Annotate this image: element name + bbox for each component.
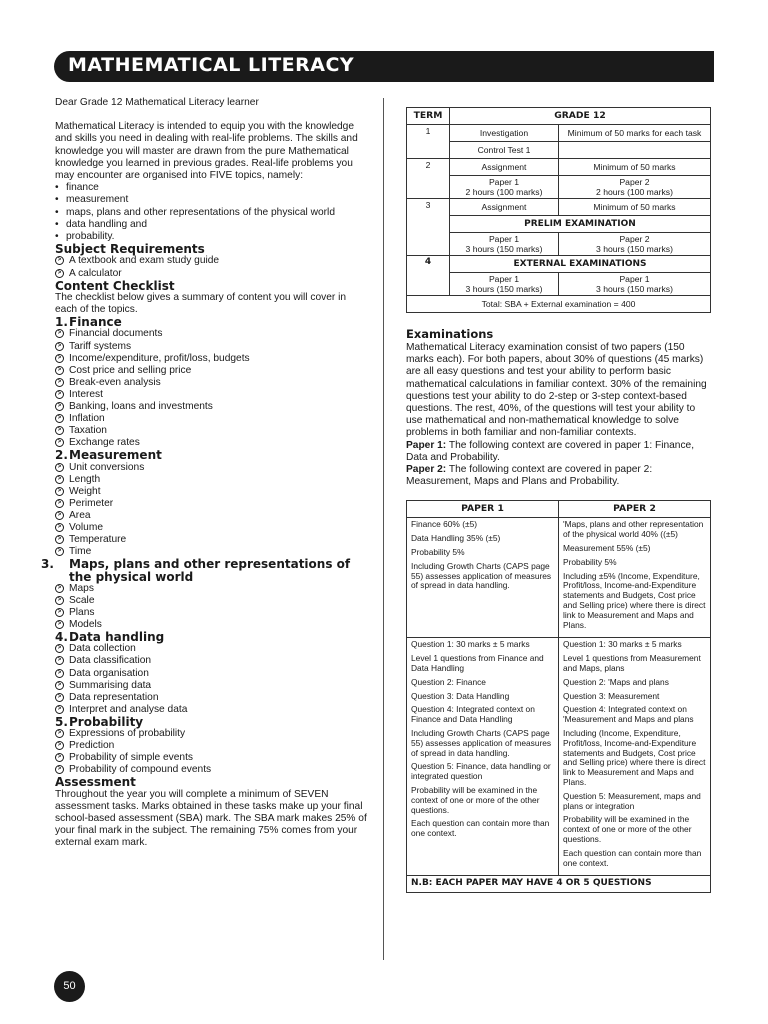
checklist-section-heading: 4.Data handling	[55, 630, 165, 645]
paper2-note: Paper 2: The following context are covered in paper 2: Measurement, Maps and Plans and Probability.	[406, 464, 653, 488]
arrow-bullet-icon: >	[55, 644, 64, 653]
left-column	[41, 97, 367, 850]
arrow-bullet-icon: >	[55, 402, 64, 411]
checklist-section-heading: 3. Maps, plans and other representations of the physical world	[41, 557, 351, 584]
arrow-bullet-icon: >	[55, 596, 64, 605]
checklist-item: > Time	[55, 546, 367, 558]
checklist-item: > Perimeter	[55, 498, 367, 510]
arrow-bullet-icon: >	[55, 366, 64, 375]
paper-table-line: Finance 60% (±5)	[411, 519, 478, 530]
checklist-section-heading: 1.Finance	[55, 315, 122, 330]
task-cell: Assignment	[450, 199, 559, 216]
arrow-bullet-icon: >	[55, 438, 64, 447]
task-cell: Control Test 1	[450, 142, 559, 159]
paper-table-line: Question 3: Measurement	[563, 690, 660, 701]
grade-header: GRADE 12	[450, 108, 711, 125]
arrow-bullet-icon: >	[55, 608, 64, 617]
arrow-bullet-icon: >	[55, 693, 64, 702]
checklist-item: > Summarising data	[55, 680, 367, 692]
paper-table-line: Question 4: Integrated context on Finance and Data Handling	[411, 704, 535, 725]
checklist-item-list	[55, 643, 367, 716]
paper-table-line: Level 1 questions from Finance and Data Handling	[411, 653, 544, 673]
paper-table-line: Probability 5%	[563, 556, 617, 567]
empty-cell	[559, 142, 711, 159]
task-cell: Investigation	[450, 125, 559, 142]
term-header: TERM	[407, 108, 450, 125]
task-cell: Paper 1 3 hours (150 marks)	[450, 233, 559, 256]
arrow-bullet-icon: >	[55, 535, 64, 544]
checklist-item: > Data classification	[55, 655, 367, 667]
checklist-intro: The checklist below gives a summary of content you will cover in each of the topics.	[55, 291, 347, 316]
paper-table-line: Each question can contain more than one context.	[563, 847, 702, 868]
checklist-item: > Interest	[55, 389, 367, 401]
title-banner	[54, 51, 714, 82]
arrow-bullet-icon: >	[55, 342, 64, 351]
requirements-list	[55, 255, 367, 279]
topic-item: • measurement	[55, 194, 367, 206]
checklist-item-list	[55, 462, 367, 559]
checklist-item: > Prediction	[55, 740, 367, 752]
arrow-bullet-icon: >	[55, 681, 64, 690]
external-heading: EXTERNAL EXAMINATIONS	[450, 256, 711, 273]
checklist-item: > Scale	[55, 595, 367, 607]
task-cell: Assignment	[450, 159, 559, 176]
column-divider	[383, 98, 384, 960]
paper-table-line: Probability will be examined in the context of one or more of the other questions.	[411, 784, 540, 815]
arrow-bullet-icon: >	[55, 523, 64, 532]
paper-table-line: Question 1: 30 marks ± 5 marks	[411, 639, 530, 650]
checklist-item: > Tariff systems	[55, 341, 367, 353]
checklist-item: > Probability of compound events	[55, 764, 367, 776]
arrow-bullet-icon: >	[55, 329, 64, 338]
greeting: Dear Grade 12 Mathematical Literacy learner	[55, 97, 259, 108]
checklist-item: > Data organisation	[55, 668, 367, 680]
examinations-heading: Examinations	[406, 327, 494, 341]
paper-table-line: Question 4: Integrated context on 'Measurement and Maps and plans	[563, 704, 694, 725]
right-column	[406, 107, 711, 893]
task-cell: Paper 1 3 hours (150 marks)	[450, 273, 559, 296]
arrow-bullet-icon: >	[55, 475, 64, 484]
task-cell: Minimum of 50 marks	[559, 199, 711, 216]
checklist-item: > Maps	[55, 583, 367, 595]
checklist-item: > Weight	[55, 486, 367, 498]
paper-table-line: Question 5: Finance, data handling or integrated question	[411, 761, 551, 782]
paper-table-line: Including Growth Charts (CAPS page 55) assesses application of measures of spread in data handling.	[411, 727, 552, 758]
checklist-item: > Cost price and selling price	[55, 365, 367, 377]
nb-note: N.B: EACH PAPER MAY HAVE 4 OR 5 QUESTIONS	[407, 876, 711, 893]
paper-table-line: Probability will be examined in the context of one or more of the other questions.	[563, 814, 692, 844]
paper-table-line: Probability 5%	[411, 547, 465, 558]
arrow-bullet-icon: >	[55, 354, 64, 363]
arrow-bullet-icon: >	[55, 547, 64, 556]
arrow-bullet-icon: >	[55, 390, 64, 399]
task-cell: Minimum of 50 marks	[559, 159, 711, 176]
paper-table-line: Level 1 questions from Measurement and Maps, plans	[563, 653, 701, 673]
paper-table-line: Question 5: Measurement, maps and plans or integration	[563, 790, 701, 811]
task-cell: Paper 2 3 hours (150 marks)	[559, 233, 711, 256]
paper1-header: PAPER 1	[407, 501, 559, 518]
total-row: Total: SBA + External examination = 400	[407, 296, 711, 313]
paper-table-line: Each question can contain more than one context.	[411, 818, 550, 839]
arrow-bullet-icon: >	[55, 414, 64, 423]
arrow-bullet-icon: >	[55, 729, 64, 738]
task-cell: Paper 1 2 hours (100 marks)	[450, 176, 559, 199]
arrow-bullet-icon: >	[55, 269, 64, 278]
paper2-questions-cell	[559, 638, 711, 876]
paper-table-line: Measurement 55% (±5)	[563, 543, 651, 554]
paper2-header: PAPER 2	[559, 501, 711, 518]
paper-table-line: Question 2: 'Maps and plans	[563, 676, 669, 687]
checklist-section-heading: 5.Probability	[55, 714, 144, 729]
checklist-sections	[41, 315, 367, 776]
checklist-item: > Plans	[55, 607, 367, 619]
topic-item: • probability.	[55, 231, 367, 243]
checklist-item: > Length	[55, 474, 367, 486]
assessment-heading: Assessment	[55, 775, 136, 790]
checklist-item: > Financial documents	[55, 328, 367, 340]
assessment-paragraph: Throughout the year you will complete a minimum of SEVEN assessment tasks. Marks obtained in these tasks make up your final school-based assessment (SBA) mark. The SBA mark makes 25% of your final mark in the subject. The remaining 75% comes from your external exam mark.	[55, 788, 367, 849]
arrow-bullet-icon: >	[55, 511, 64, 520]
checklist-item: > Unit conversions	[55, 462, 367, 474]
arrow-bullet-icon: >	[55, 378, 64, 387]
paper1-weighting-cell	[407, 518, 559, 638]
checklist-item: > Volume	[55, 522, 367, 534]
checklist-item: > Area	[55, 510, 367, 522]
content-checklist-heading: Content Checklist	[55, 278, 175, 293]
checklist-item: > Temperature	[55, 534, 367, 546]
checklist-section-heading: 2.Measurement	[55, 448, 162, 463]
arrow-bullet-icon: >	[55, 669, 64, 678]
arrow-bullet-icon: >	[55, 620, 64, 629]
subject-requirements-heading: Subject Requirements	[55, 242, 205, 257]
paper2-weighting-cell	[559, 518, 711, 638]
paper1-questions-cell	[407, 638, 559, 876]
paper-table	[406, 500, 711, 893]
checklist-item: > Income/expenditure, profit/loss, budgets	[55, 353, 367, 365]
topic-item: • maps, plans and other representations of the physical world	[55, 207, 367, 219]
arrow-bullet-icon: >	[55, 463, 64, 472]
page-title: MATHEMATICAL LITERACY	[68, 54, 355, 76]
checklist-item: > Inflation	[55, 413, 367, 425]
paper-table-line: 'Maps, plans and other representation of the physical world 40% ((±5)	[563, 519, 704, 540]
paper-table-line: Data Handling 35% (±5)	[411, 533, 501, 544]
requirement-item: > A calculator	[55, 268, 367, 280]
task-cell: Paper 1 3 hours (150 marks)	[559, 273, 711, 296]
term-number: 4	[407, 256, 450, 296]
checklist-item: > Expressions of probability	[55, 728, 367, 740]
checklist-item-list	[55, 583, 367, 631]
topic-item: • finance	[55, 182, 367, 194]
arrow-bullet-icon: >	[55, 487, 64, 496]
checklist-item: > Exchange rates	[55, 437, 367, 449]
arrow-bullet-icon: >	[55, 584, 64, 593]
paper-table-line: Including (Income, Expenditure, Profit/loss, Income-and-Expenditure statements and Budgets, Cost price and Selling price) where there is direct link to Measurement and Maps and Plans.	[563, 727, 706, 787]
checklist-item: > Interpret and analyse data	[55, 704, 367, 716]
examinations-paragraph: Mathematical Literacy examination consist of two papers (150 marks each). For both papers, about 30% of questions (45 marks) are all easy questions and test your ability to perform basic mathematical calculations in familiar context. 30% of the remaining questions test your ability to do 2-step or 3-step context-based questions. The rest, 40%, of the questions will test your ability to use mathematical and non-mathematical knowledge to solve problems in both familiar and non-familiar contexts.	[406, 342, 707, 439]
arrow-bullet-icon: >	[55, 656, 64, 665]
intro-paragraph: Mathematical Literacy is intended to equip you with the knowledge and skills you need in dealing with real-life problems. The skills and knowledge you will master are drawn from the pure Mathematical knowledge you learned in previous grades. Real-life problems you may encounter are organised into FIVE topics, namely:	[55, 121, 358, 182]
page-number: 50	[54, 971, 85, 1002]
checklist-item: > Probability of simple events	[55, 752, 367, 764]
term-table	[406, 107, 711, 313]
term-number: 3	[407, 199, 450, 256]
task-cell: Paper 2 2 hours (100 marks)	[559, 176, 711, 199]
checklist-item: > Break-even analysis	[55, 377, 367, 389]
arrow-bullet-icon: >	[55, 765, 64, 774]
arrow-bullet-icon: >	[55, 705, 64, 714]
prelim-heading: PRELIM EXAMINATION	[450, 216, 711, 233]
checklist-item: > Data collection	[55, 643, 367, 655]
paper-table-line: Including ±5% (Income, Expenditure, Profit/loss, Income-and-Expenditure statements and Budgets, Cost price and Selling price) where there is direct link to Measurement and Maps and Plans.	[563, 570, 706, 630]
topic-item: • data handling and	[55, 219, 367, 231]
arrow-bullet-icon: >	[55, 741, 64, 750]
paper-table-line: Question 3: Data Handling	[411, 690, 510, 701]
paper-table-line: Question 2: Finance	[411, 676, 486, 687]
checklist-item-list	[55, 728, 367, 776]
paper-table-line: Question 1: 30 marks ± 5 marks	[563, 639, 682, 650]
arrow-bullet-icon: >	[55, 753, 64, 762]
checklist-item: > Banking, loans and investments	[55, 401, 367, 413]
requirement-item: > A textbook and exam study guide	[55, 255, 367, 267]
topic-list	[55, 182, 367, 243]
arrow-bullet-icon: >	[55, 499, 64, 508]
arrow-bullet-icon: >	[55, 256, 64, 265]
checklist-item: > Taxation	[55, 425, 367, 437]
paper1-note: Paper 1: The following context are covered in paper 1: Finance, Data and Probability.	[406, 439, 695, 463]
term-number: 1	[407, 125, 450, 159]
checklist-item: > Data representation	[55, 692, 367, 704]
checklist-item: > Models	[55, 619, 367, 631]
checklist-item-list	[55, 328, 367, 449]
task-cell: Minimum of 50 marks for each task	[559, 125, 711, 142]
paper-table-line: Including Growth Charts (CAPS page 55) assesses application of measures of spread in data handling.	[411, 560, 552, 591]
arrow-bullet-icon: >	[55, 426, 64, 435]
term-number: 2	[407, 159, 450, 199]
